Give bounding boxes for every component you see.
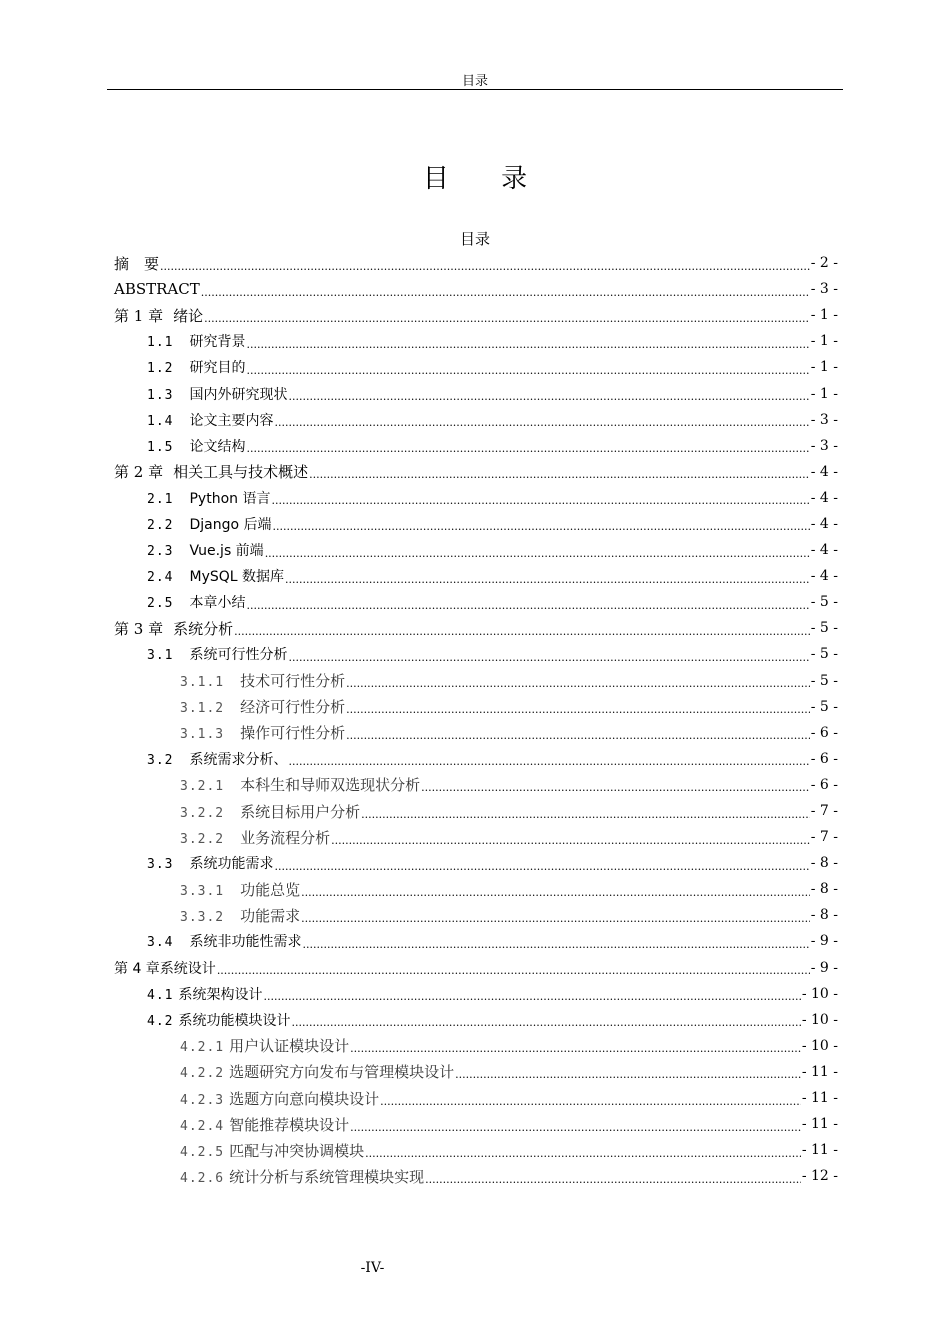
toc-entry[interactable] bbox=[114, 955, 838, 981]
toc-entry-page: - 1 - bbox=[810, 307, 838, 324]
toc-leader-dots bbox=[291, 1016, 800, 1029]
toc-entry-title bbox=[147, 384, 287, 404]
toc-entry-title bbox=[114, 280, 200, 298]
toc-entry-title bbox=[180, 1088, 379, 1109]
toc-entry-label: 功能需求 bbox=[240, 906, 301, 925]
toc-entry-number: 1.2 bbox=[147, 361, 174, 377]
toc-entry[interactable] bbox=[114, 668, 838, 694]
toc-leader-dots bbox=[217, 964, 810, 977]
toc-entry-label: ABSTRACT bbox=[114, 280, 200, 299]
toc-entry-page: - 2 - bbox=[810, 255, 838, 272]
toc-entry-page: - 3 - bbox=[810, 281, 838, 298]
toc-entry-label: 选题研究方向发布与管理模块设计 bbox=[229, 1063, 455, 1082]
toc-entry-page: - 7 - bbox=[810, 829, 838, 846]
toc-leader-dots bbox=[380, 1095, 801, 1108]
toc-entry-title bbox=[147, 644, 287, 664]
toc-entry-page: - 11 - bbox=[801, 1142, 838, 1159]
toc-entry-label: 系统功能需求 bbox=[189, 856, 274, 873]
toc-entry-number: 1.3 bbox=[147, 387, 174, 403]
toc-entry-page: - 9 - bbox=[810, 933, 838, 950]
toc-entry-title bbox=[147, 566, 284, 586]
toc-entry-page: - 4 - bbox=[810, 542, 838, 559]
toc-entry-page: - 11 - bbox=[801, 1063, 838, 1080]
toc-entry-title bbox=[147, 931, 301, 951]
toc-leader-dots bbox=[285, 573, 810, 586]
table-of-contents bbox=[114, 250, 838, 1189]
toc-entry-number: 第 3 章 bbox=[114, 619, 164, 638]
toc-leader-dots bbox=[274, 416, 809, 429]
toc-entry-label: 研究目的 bbox=[189, 360, 246, 377]
toc-entry-page: - 1 - bbox=[810, 359, 838, 376]
toc-leader-dots bbox=[331, 834, 810, 847]
toc-entry-page: - 5 - bbox=[810, 698, 838, 715]
toc-entry-title bbox=[147, 436, 245, 456]
toc-entry-page: - 10 - bbox=[801, 1011, 838, 1028]
toc-entry-title bbox=[147, 488, 270, 508]
toc-entry-page: - 5 - bbox=[810, 594, 838, 611]
toc-entry-title bbox=[147, 540, 264, 560]
toc-entry-label: Vue.js 前端 bbox=[189, 543, 264, 560]
toc-leader-dots bbox=[160, 260, 810, 273]
toc-entry-label: 国内外研究现状 bbox=[189, 386, 288, 403]
header-rule bbox=[107, 89, 843, 90]
toc-entry[interactable] bbox=[114, 407, 838, 433]
toc-entry-page: - 12 - bbox=[801, 1168, 838, 1185]
toc-entry-title bbox=[180, 1140, 364, 1161]
toc-entry[interactable] bbox=[114, 537, 838, 563]
toc-entry[interactable] bbox=[114, 1137, 838, 1163]
toc-entry[interactable] bbox=[114, 850, 838, 876]
toc-entry-page: - 4 - bbox=[810, 463, 838, 480]
toc-entry-page: - 5 - bbox=[810, 646, 838, 663]
toc-leader-dots bbox=[302, 938, 809, 951]
toc-entry-label: 匹配与冲突协调模块 bbox=[229, 1141, 365, 1160]
toc-entry-page: - 6 - bbox=[810, 724, 838, 741]
toc-entry-page: - 10 - bbox=[801, 1037, 838, 1054]
toc-entry[interactable] bbox=[114, 250, 838, 276]
toc-entry[interactable] bbox=[114, 563, 838, 589]
toc-entry-label: Django 后端 bbox=[189, 516, 272, 533]
toc-entry[interactable] bbox=[114, 459, 838, 485]
toc-entry-number: 3.3.1 bbox=[180, 883, 225, 899]
toc-entry-label: 用户认证模块设计 bbox=[229, 1037, 350, 1056]
running-header-title: 目录 bbox=[461, 74, 488, 89]
toc-leader-dots bbox=[288, 390, 809, 403]
toc-entry-page: - 11 - bbox=[801, 1116, 838, 1133]
toc-entry-page: - 5 - bbox=[810, 620, 838, 637]
toc-leader-dots bbox=[350, 1042, 801, 1055]
toc-entry-number: 2.3 bbox=[147, 544, 174, 560]
toc-entry-title bbox=[180, 827, 330, 848]
toc-entry[interactable] bbox=[114, 772, 838, 798]
toc-entry[interactable] bbox=[114, 1085, 838, 1111]
toc-entry-title bbox=[180, 801, 360, 822]
toc-entry-label: 系统目标用户分析 bbox=[240, 802, 361, 821]
toc-entry[interactable] bbox=[114, 276, 838, 302]
toc-entry-page: - 4 - bbox=[810, 568, 838, 585]
toc-entry-label: 操作可行性分析 bbox=[240, 724, 346, 743]
toc-entry[interactable] bbox=[114, 746, 838, 772]
toc-entry-label: 论文主要内容 bbox=[189, 412, 274, 429]
toc-entry-page: - 6 - bbox=[810, 750, 838, 767]
toc-entry-number: 3.1 bbox=[147, 648, 174, 664]
toc-entry-page: - 8 - bbox=[810, 855, 838, 872]
toc-leader-dots bbox=[246, 364, 809, 377]
toc-entry-label: 本科生和导师双选现状分析 bbox=[240, 776, 421, 795]
toc-entry-number: 3.1.3 bbox=[180, 727, 225, 743]
toc-entry[interactable] bbox=[114, 928, 838, 954]
toc-entry-label: 选题方向意向模块设计 bbox=[229, 1089, 380, 1108]
toc-entry-number: 4.2.4 bbox=[180, 1118, 225, 1134]
toc-entry-number: 3.2.2 bbox=[180, 831, 225, 847]
toc-entry-title bbox=[147, 853, 273, 873]
toc-entry-page: - 11 - bbox=[801, 1090, 838, 1107]
toc-entry-number: 4.2.3 bbox=[180, 1092, 225, 1108]
footer-page-number: -IV- bbox=[360, 1260, 385, 1276]
toc-entry-label: 相关工具与技术概述 bbox=[173, 463, 309, 482]
toc-entry-title bbox=[180, 722, 345, 743]
toc-leader-dots bbox=[274, 860, 809, 873]
toc-entry-title bbox=[147, 331, 245, 351]
toc-leader-dots bbox=[288, 651, 809, 664]
toc-entry[interactable] bbox=[114, 485, 838, 511]
toc-leader-dots bbox=[309, 468, 810, 481]
toc-entry-number: 4.2.5 bbox=[180, 1144, 225, 1160]
toc-entry-page: - 3 - bbox=[810, 437, 838, 454]
toc-leader-dots bbox=[365, 1147, 801, 1160]
toc-entry-number: 第 4 章 bbox=[114, 960, 160, 977]
toc-entry-page: - 6 - bbox=[810, 776, 838, 793]
toc-leader-dots bbox=[246, 599, 809, 612]
toc-entry-label: 系统功能模块设计 bbox=[178, 1012, 291, 1029]
toc-entry-number: 第 2 章 bbox=[114, 463, 164, 482]
toc-entry-number: 3.2.1 bbox=[180, 779, 225, 795]
toc-entry[interactable] bbox=[114, 380, 838, 406]
toc-entry-title bbox=[180, 1035, 349, 1056]
toc-entry[interactable] bbox=[114, 328, 838, 354]
toc-entry[interactable] bbox=[114, 302, 838, 328]
toc-entry[interactable] bbox=[114, 589, 838, 615]
toc-entry-title bbox=[114, 618, 233, 639]
toc-leader-dots bbox=[204, 312, 810, 325]
toc-entry-label: 系统需求分析、 bbox=[189, 751, 288, 768]
toc-entry-number: 4.1 bbox=[147, 987, 174, 1003]
toc-entry[interactable] bbox=[114, 641, 838, 667]
toc-entry-label: 系统架构设计 bbox=[178, 986, 263, 1003]
toc-entry-label: MySQL 数据库 bbox=[189, 569, 285, 586]
toc-entry[interactable] bbox=[114, 511, 838, 537]
toc-entry-page: - 3 - bbox=[810, 411, 838, 428]
toc-entry-page: - 8 - bbox=[810, 907, 838, 924]
toc-entry-label: 本章小结 bbox=[189, 595, 246, 612]
toc-entry[interactable] bbox=[114, 902, 838, 928]
toc-leader-dots bbox=[234, 625, 810, 638]
toc-entry-page: - 9 - bbox=[810, 959, 838, 976]
toc-entry[interactable] bbox=[114, 1007, 838, 1033]
toc-entry[interactable] bbox=[114, 1163, 838, 1189]
toc-entry-number: 1.4 bbox=[147, 413, 174, 429]
toc-entry-title bbox=[180, 670, 345, 691]
toc-entry-label: 系统分析 bbox=[173, 619, 234, 638]
toc-entry-title bbox=[114, 253, 159, 274]
toc-entry[interactable] bbox=[114, 720, 838, 746]
toc-entry-title bbox=[147, 514, 272, 534]
toc-entry-label: 研究背景 bbox=[189, 334, 246, 351]
toc-entry-number: 3.2.2 bbox=[180, 805, 225, 821]
toc-entry[interactable] bbox=[114, 433, 838, 459]
toc-entry-title bbox=[180, 1166, 424, 1187]
toc-leader-dots bbox=[301, 912, 810, 925]
toc-entry-number: 4.2 bbox=[147, 1013, 174, 1029]
toc-entry[interactable] bbox=[114, 354, 838, 380]
toc-entry[interactable] bbox=[114, 694, 838, 720]
toc-entry-page: - 7 - bbox=[810, 803, 838, 820]
toc-leader-dots bbox=[346, 703, 810, 716]
toc-entry-label: 系统设计 bbox=[159, 960, 216, 977]
toc-entry-number: 2.5 bbox=[147, 596, 174, 612]
toc-entry-number: 1.5 bbox=[147, 439, 174, 455]
toc-entry-page: - 1 - bbox=[810, 333, 838, 350]
toc-entry[interactable] bbox=[114, 824, 838, 850]
toc-entry-label: 业务流程分析 bbox=[240, 828, 331, 847]
toc-entry-page: - 8 - bbox=[810, 881, 838, 898]
toc-entry-label: 技术可行性分析 bbox=[240, 672, 346, 691]
toc-entry-page: - 4 - bbox=[810, 515, 838, 532]
toc-entry-number: 2.4 bbox=[147, 570, 174, 586]
toc-leader-dots bbox=[301, 886, 810, 899]
toc-leader-dots bbox=[425, 1173, 801, 1186]
toc-entry-label: 系统可行性分析 bbox=[189, 647, 288, 664]
toc-entry-label: 功能总览 bbox=[240, 880, 301, 899]
toc-entry-title bbox=[180, 696, 345, 717]
toc-entry-label: 系统非功能性需求 bbox=[189, 934, 302, 951]
toc-entry-number: 4.2.2 bbox=[180, 1066, 225, 1082]
toc-leader-dots bbox=[271, 494, 809, 507]
toc-entry-number: 4.2.6 bbox=[180, 1170, 225, 1186]
toc-entry-number: 3.1.2 bbox=[180, 701, 225, 717]
toc-leader-dots bbox=[246, 442, 809, 455]
toc-entry-page: - 5 - bbox=[810, 672, 838, 689]
toc-entry-title bbox=[180, 1114, 349, 1135]
toc-entry-title bbox=[147, 592, 245, 612]
toc-leader-dots bbox=[201, 286, 810, 299]
toc-entry-label: 摘 要 bbox=[114, 254, 160, 273]
toc-leader-dots bbox=[246, 338, 809, 351]
toc-entry-title bbox=[147, 410, 273, 430]
toc-entry-number: 3.3 bbox=[147, 857, 174, 873]
toc-entry[interactable] bbox=[114, 876, 838, 902]
toc-entry[interactable] bbox=[114, 1033, 838, 1059]
toc-entry-page: - 4 - bbox=[810, 489, 838, 506]
toc-entry-title bbox=[147, 749, 287, 769]
toc-entry-number: 1.1 bbox=[147, 335, 174, 351]
toc-entry-label: Python 语言 bbox=[189, 490, 271, 507]
toc-entry-label: 智能推荐模块设计 bbox=[229, 1115, 350, 1134]
toc-entry-label: 统计分析与系统管理模块实现 bbox=[229, 1167, 425, 1186]
toc-entry-page: - 10 - bbox=[801, 985, 838, 1002]
toc-entry-title bbox=[114, 958, 216, 978]
toc-leader-dots bbox=[361, 808, 810, 821]
toc-entry-title bbox=[180, 1061, 454, 1082]
toc-leader-dots bbox=[265, 547, 810, 560]
toc-entry-number: 2.2 bbox=[147, 517, 174, 533]
toc-entry-label: 经济可行性分析 bbox=[240, 698, 346, 717]
toc-entry-title bbox=[180, 774, 420, 795]
toc-entry[interactable] bbox=[114, 1059, 838, 1085]
toc-entry-title bbox=[180, 905, 300, 926]
toc-entry-page: - 1 - bbox=[810, 385, 838, 402]
toc-entry-number: 3.3.2 bbox=[180, 909, 225, 925]
toc-entry[interactable] bbox=[114, 1111, 838, 1137]
toc-leader-dots bbox=[421, 781, 810, 794]
toc-entry[interactable] bbox=[114, 981, 838, 1007]
toc-entry-number: 3.1.1 bbox=[180, 675, 225, 691]
toc-entry-number: 4.2.1 bbox=[180, 1040, 225, 1056]
toc-leader-dots bbox=[350, 1121, 801, 1134]
toc-leader-dots bbox=[346, 729, 810, 742]
toc-entry-title bbox=[147, 984, 262, 1004]
page-title: 目 录 bbox=[422, 164, 550, 194]
toc-entry-number: 3.2 bbox=[147, 752, 174, 768]
toc-entry-label: 论文结构 bbox=[189, 438, 246, 455]
toc-leader-dots bbox=[455, 1068, 801, 1081]
toc-entry-title bbox=[147, 357, 245, 377]
toc-entry[interactable] bbox=[114, 615, 838, 641]
toc-caption: 目录 bbox=[459, 230, 490, 248]
toc-entry-title bbox=[114, 461, 308, 482]
toc-entry-title bbox=[114, 305, 203, 326]
toc-entry-number: 3.4 bbox=[147, 935, 174, 951]
toc-entry[interactable] bbox=[114, 798, 838, 824]
toc-entry-title bbox=[180, 879, 300, 900]
toc-entry-number: 2.1 bbox=[147, 491, 174, 507]
toc-entry-number: 第 1 章 bbox=[114, 306, 164, 325]
toc-entry-label: 绪论 bbox=[173, 306, 204, 325]
toc-leader-dots bbox=[263, 990, 800, 1003]
toc-leader-dots bbox=[273, 520, 810, 533]
toc-leader-dots bbox=[288, 755, 809, 768]
toc-entry-title bbox=[147, 1010, 290, 1030]
toc-leader-dots bbox=[346, 677, 810, 690]
